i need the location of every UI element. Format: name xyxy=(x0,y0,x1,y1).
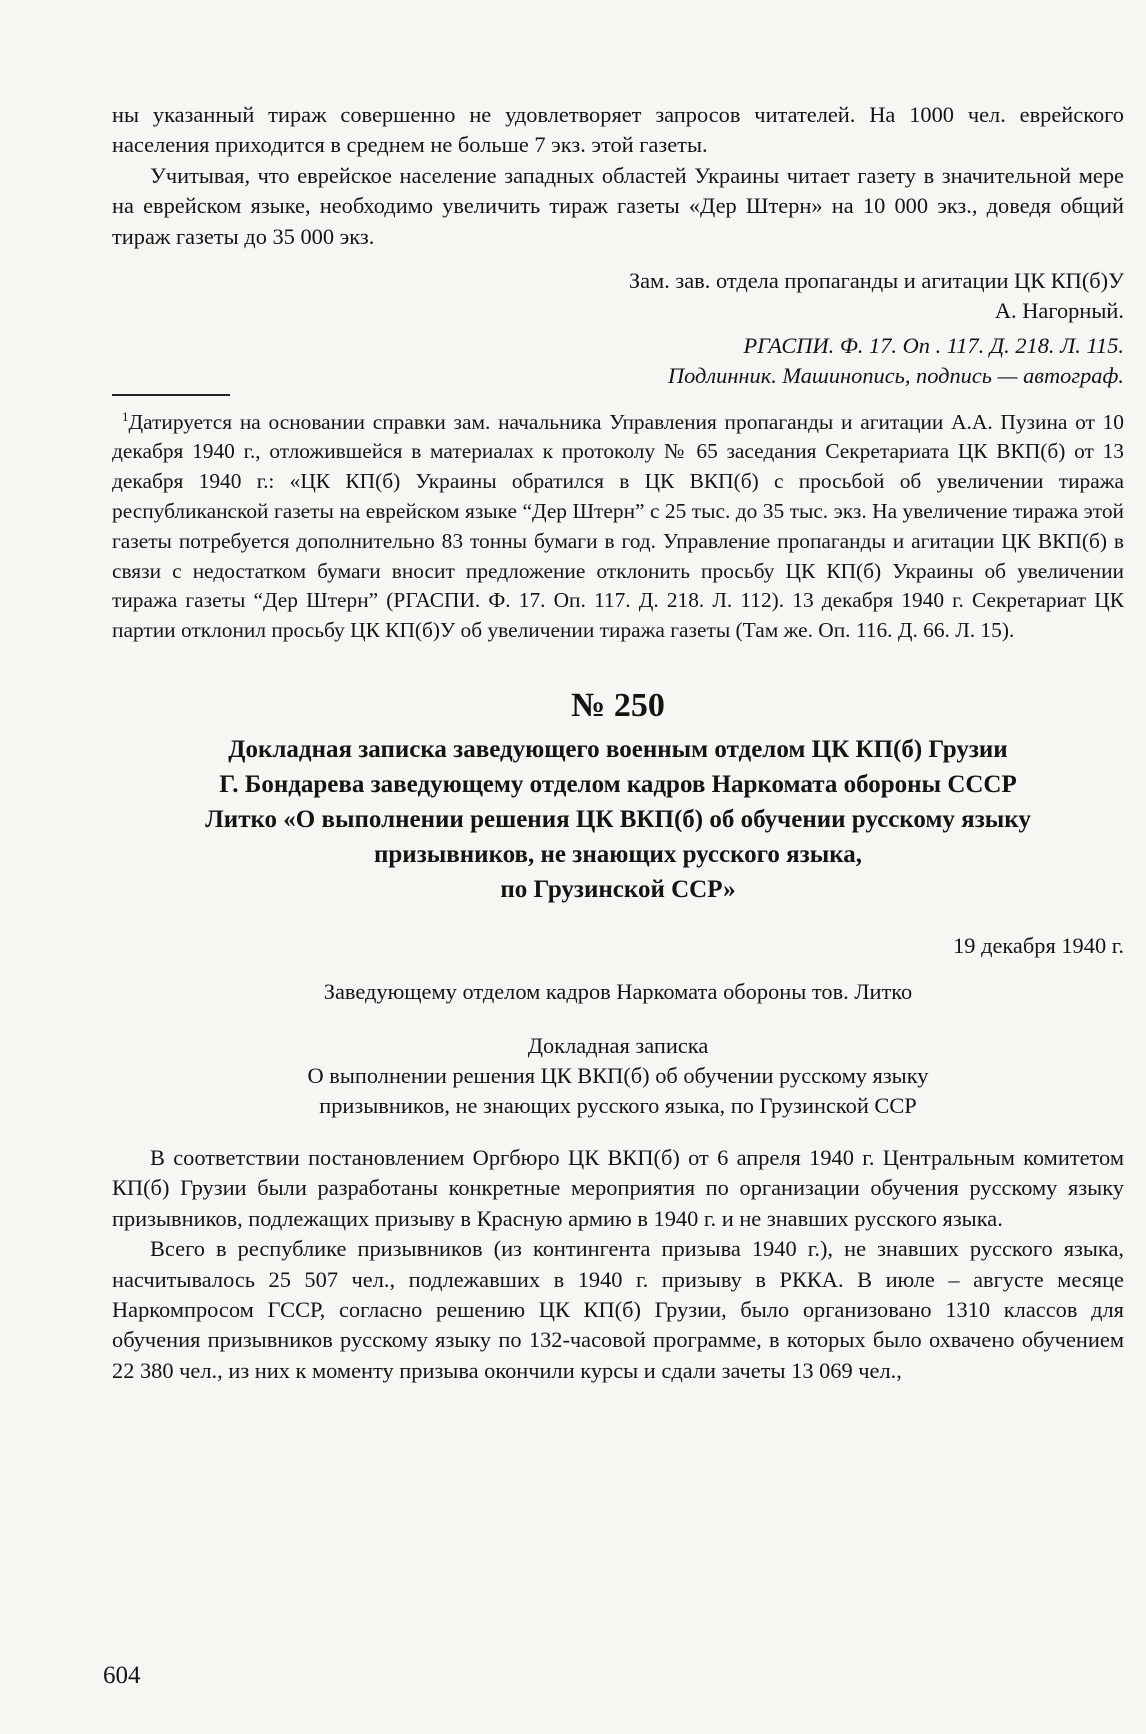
footnote-mark: 1 xyxy=(122,408,129,424)
title-line: Докладная записка заведующего военным отделом ЦК КП(б) Грузии xyxy=(228,736,1008,764)
footnote-text: Датируется на основании справки зам. начальника Управления пропаганды и агитации А.А. Пузина от 10 декабря 1940 г., отложившейся в материалах к протоколу № 65 заседания Секретариата ЦК ВКП(б) от 13 декабря 1940 г.: «ЦК КП(б) Украины обратился в ЦК ВКП(б) с просьбой об увеличении тиража республиканской газеты на еврейском языке “Дер Штерн” с 25 тыс. до 35 тыс. экз. На увеличение тиража этой газеты потребуется дополнительно 83 тонны бумаги в год. Управление пропаганды и агитации ЦК ВКП(б) в связи с недостатком бумаги вносит предложение отклонить просьбу ЦК КП(б) Украины об увеличении тиража газеты “Дер Штерн” (РГАСПИ. Ф. 17. Оп. 117. Д. 218. Л. 112). 13 декабря 1940 г. Секретариат ЦК партии отклонил просьбу ЦК КП(б)У об увеличении тиража газеты (Там же. Оп. 116. Д. 66. Л. 15). xyxy=(112,409,1124,643)
memo-subject-line: призывников, не знающих русского языка, по Грузинской ССР xyxy=(319,1093,917,1119)
continuation-paragraph: ны указанный тираж совершенно не удовлетворяет запросов читателей. На 1000 чел. еврейского населения приходится в среднем не больше 7 экз. этой газеты. xyxy=(112,102,1124,158)
memo-heading xyxy=(112,1031,1124,1121)
original-note: Подлинник. Машинопись, подпись — автограф. xyxy=(667,363,1124,389)
document-date: 19 декабря 1940 г. xyxy=(953,933,1124,959)
title-line: по Грузинской ССР» xyxy=(500,876,736,904)
page-number: 604 xyxy=(103,1662,141,1689)
footnote-divider xyxy=(112,394,230,396)
page-content xyxy=(112,100,1124,1386)
title-line: Литко «О выполнении решения ЦК ВКП(б) об обучении русскому языку xyxy=(205,806,1031,834)
addressee: Заведующему отделом кадров Наркомата обороны тов. Литко xyxy=(323,979,913,1005)
memo-body xyxy=(112,1143,1124,1386)
memo-paragraph-2: Всего в республике призывников (из контингента призыва 1940 г.), не знавших русского языка, насчитывалось 25 507 чел., подлежавших в 1940 г. призыву в РККА. В июле – августе месяце Наркомпросом ГССР, согласно решению ЦК КП(б) Грузии, было организовано 1310 классов для обучения призывников русскому языку по 132-часовой программе, в которых было охвачено обучением 22 380 чел., из них к моменту призыва окончили курсы и сдали зачеты 13 069 чел., xyxy=(112,1236,1124,1383)
signer-position: Зам. зав. отдела пропаганды и агитации ЦК КП(б)У xyxy=(628,268,1124,294)
document-title xyxy=(112,732,1124,907)
title-line: призывников, не знающих русского языка, xyxy=(373,841,863,869)
signer-name: А. Нагорный. xyxy=(994,298,1124,324)
body-paragraph: Учитывая, что еврейское население западных областей Украины читает газету в значительной мере на еврейском языке, необходимо увеличить тираж газеты «Дер Штерн» на 10 000 экз., доведя общий тираж газеты до 35 000 экз. xyxy=(112,162,1124,249)
memo-label: Докладная записка xyxy=(527,1033,709,1059)
footnote xyxy=(112,402,1124,646)
title-line: Г. Бондарева заведующему отделом кадров Наркомата обороны СССР xyxy=(219,771,1017,799)
memo-subject-line: О выполнении решения ЦК ВКП(б) об обучении русскому языку xyxy=(307,1063,929,1089)
memo-paragraph-1: В соответствии постановлением Оргбюро ЦК ВКП(б) от 6 апреля 1940 г. Центральным комитетом КП(б) Грузии были разработаны конкретные мероприятия по организации обучения русскому языку призывников, подлежащих призыву в Красную армию в 1940 г. и не знавших русского языка. xyxy=(112,1145,1124,1231)
document-number: № 250 xyxy=(571,687,665,725)
archive-reference: РГАСПИ. Ф. 17. Оп . 117. Д. 218. Л. 115. xyxy=(743,332,1124,358)
